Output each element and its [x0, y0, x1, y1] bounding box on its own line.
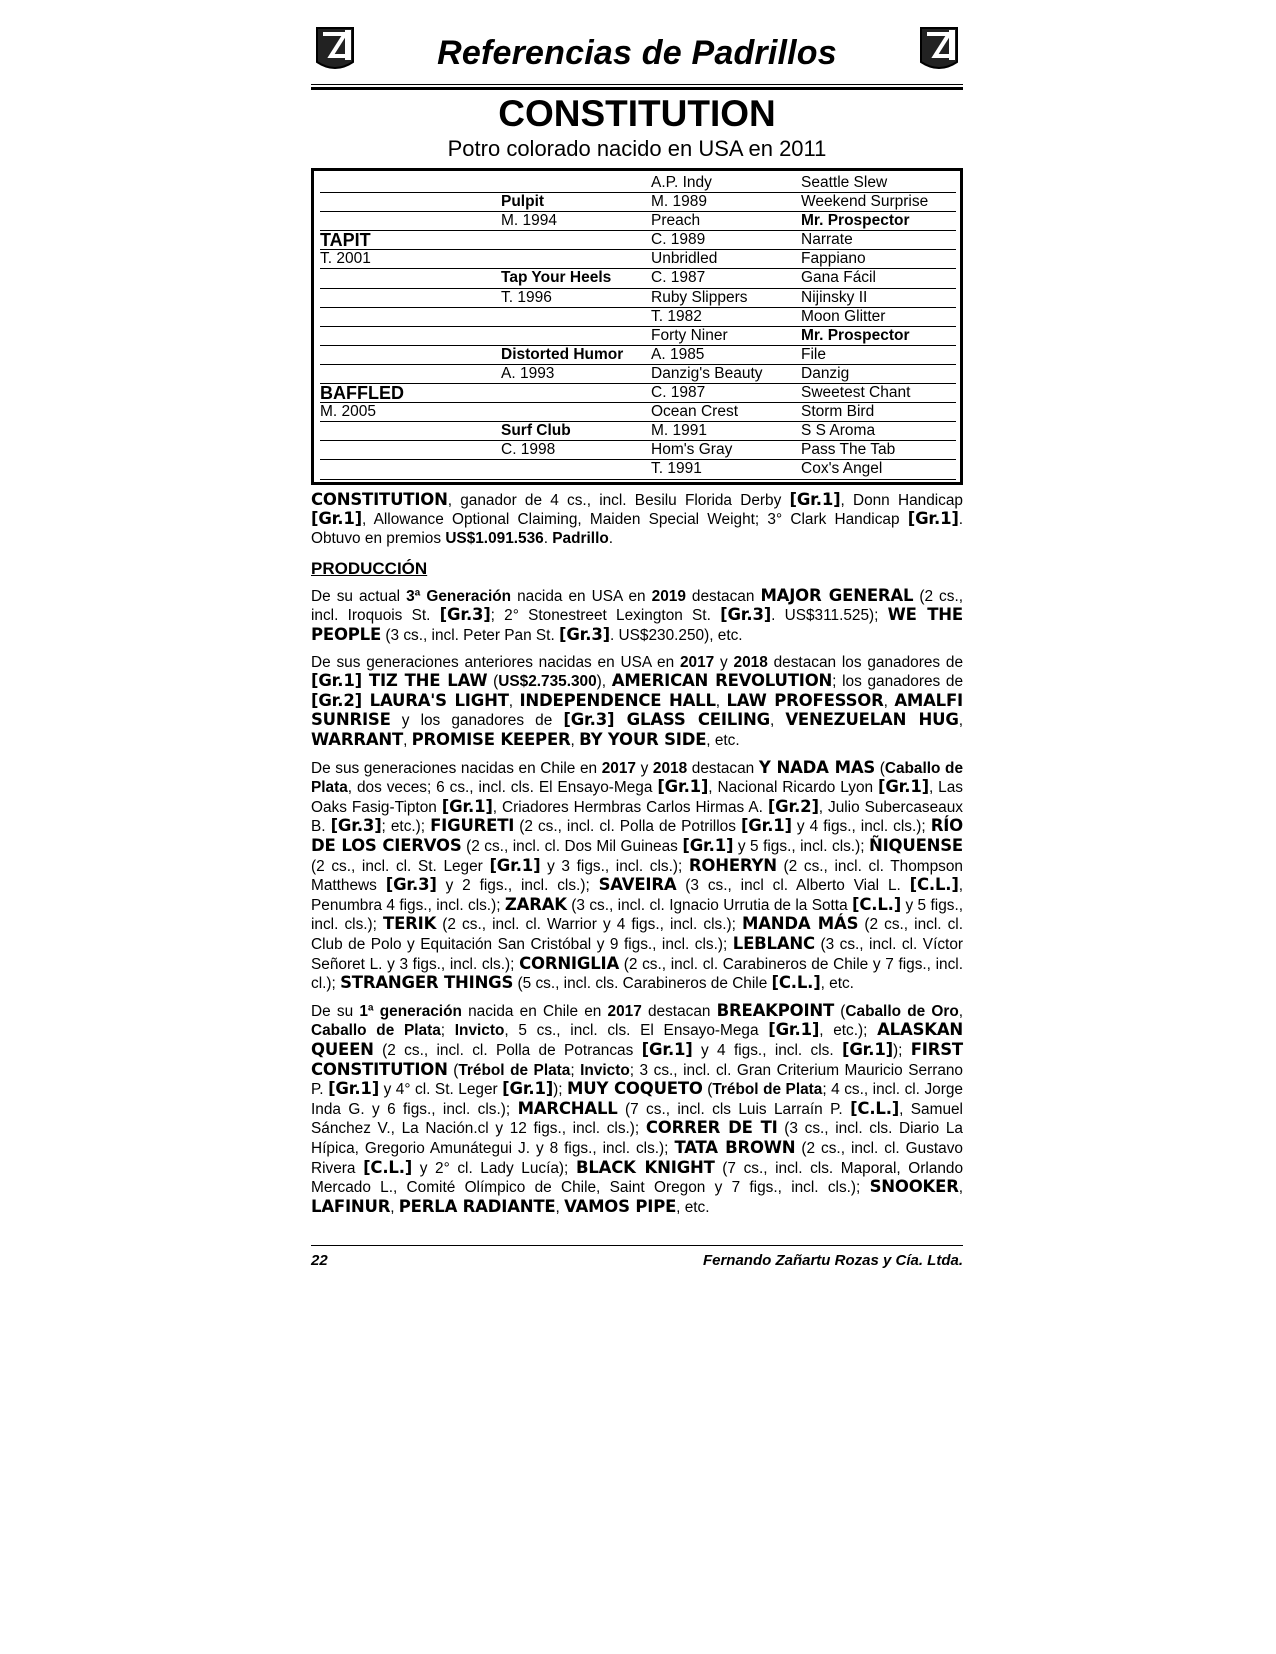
pedigree-cell [320, 346, 501, 365]
production-paragraph: De sus generaciones anteriores nacidas en USA en 2017 y 2018 destacan los ganadores de [Gr.1] TIZ THE LAW (US$2.735.300), AMERICAN REVOLUTION; los ganadores de [Gr.2] LAURA'S LIGHT, INDEPENDENCE HALL, LAW PROFESSOR, AMALFI SUNRISE y los ganadores de [Gr.3] GLASS CEILING, VENEZUELAN HUG, WARRANT, PROMISE KEEPER, BY YOUR SIDE, etc. [311, 653, 964, 750]
pedigree-cell: Cox's Angel [801, 460, 956, 479]
pedigree-cell: M. 1991 [651, 422, 801, 441]
production-paragraph: De su actual 3ª Generación nacida en USA en 2019 destacan MAJOR GENERAL (2 cs., incl. Iroquois St. [Gr.3]; 2° Stonestreet Lexington St. [Gr.3]. US$311.525); WE THE PEOPLE (3 cs., incl. Peter Pan St. [Gr.3]. US$230.250), etc. [311, 585, 963, 645]
body-text [311, 491, 963, 1218]
pedigree-cell: T. 1982 [651, 308, 801, 327]
pedigree-cell: Storm Bird [801, 403, 956, 422]
pedigree-cell: Pulpit [501, 193, 651, 212]
pedigree-cell: M. 1989 [651, 193, 801, 212]
pedigree-cell: Moon Glitter [801, 308, 956, 327]
pedigree-cell: A. 1993 [501, 365, 651, 384]
pedigree-cell: M. 1994 [501, 212, 651, 231]
pedigree-cell: C. 1987 [651, 269, 801, 288]
pedigree-cell: Danzig [801, 365, 956, 384]
pedigree-cell: A. 1985 [651, 346, 801, 365]
pedigree-cell: Tap Your Heels [501, 269, 651, 288]
pedigree-cell: T. 1991 [651, 460, 801, 479]
pedigree-cell: S S Aroma [801, 422, 956, 441]
pedigree-cell [501, 460, 651, 479]
pedigree-row [320, 384, 956, 403]
pedigree-cell: Danzig's Beauty [651, 365, 801, 384]
pedigree-row [320, 212, 956, 231]
pedigree-cell [320, 269, 501, 288]
pedigree-cell: Preach [651, 212, 801, 231]
pedigree-cell [320, 460, 501, 479]
pedigree-row [320, 422, 956, 441]
page [311, 24, 963, 1225]
pedigree-row [320, 327, 956, 346]
pedigree-row [320, 231, 956, 250]
pedigree-cell: Mr. Prospector [801, 327, 956, 346]
section-title: PRODUCCIÓN [311, 559, 428, 579]
pedigree-cell [320, 365, 501, 384]
pedigree-cell: Gana Fácil [801, 269, 956, 288]
pedigree-cell [501, 403, 651, 422]
pedigree-cell [501, 384, 651, 403]
header-title: Referencias de Padrillos [437, 34, 837, 72]
pedigree-cell: A.P. Indy [651, 174, 801, 193]
pedigree-cell: C. 1987 [651, 384, 801, 403]
pedigree-cell: Weekend Surprise [801, 193, 956, 212]
pedigree-cell [320, 441, 501, 460]
pedigree-cell [320, 289, 501, 308]
pedigree-cell: M. 2005 [320, 403, 501, 422]
pedigree-cell: Surf Club [501, 422, 651, 441]
pedigree-row [320, 365, 956, 384]
pedigree-cell [501, 231, 651, 250]
pedigree-cell [501, 174, 651, 193]
pedigree-row [320, 250, 956, 269]
header-divider [311, 84, 963, 90]
pedigree-cell: Pass The Tab [801, 441, 956, 460]
pedigree-cell: Distorted Humor [501, 346, 651, 365]
pedigree-cell: C. 1989 [651, 231, 801, 250]
horse-subtitle: Potro colorado nacido en USA en 2011 [447, 136, 827, 161]
pedigree-cell: Narrate [801, 231, 956, 250]
pedigree-cell: Forty Niner [651, 327, 801, 346]
production-paragraph: De sus generaciones nacidas en Chile en 2017 y 2018 destacan Y NADA MAS (Caballo de Plata, dos veces; 6 cs., incl. cls. El Ensayo-Mega [Gr.1], Nacional Ricardo Lyon [Gr.1], Las Oaks Fasig-Tipton [Gr.1], Criadores Hermbras Carlos Hirmas A. [Gr.2], Julio Subercaseaux B. [Gr.3]; etc.); FIGURETI (2 cs., incl. cl. Polla de Potrillos [Gr.1] y 4 figs., incl. cls.); RÍO DE LOS CIERVOS (2 cs., incl. cl. Dos Mil Guineas [Gr.1] y 5 figs., incl. cls.); ÑIQUENSE (2 cs., incl. cl. St. Leger [Gr.1] y 3 figs., incl. cls.); ROHERYN (2 cs., incl. cl. Thompson Matthews [Gr.3] y 2 figs., incl. cls.); SAVEIRA (3 cs., incl cl. Alberto Vial L. [C.L.], Penumbra 4 figs., incl. cls.); ZARAK (3 cs., incl. cl. Ignacio Urrutia de la Sotta [C.L.] y 5 figs., incl. cls.); TERIK (2 cs., incl. cl. Warrior y 4 figs., incl. cls.); MANDA MÁS (2 cs., incl. cl. Club de Polo y Equitación San Cristóbal y 9 figs., incl. cls.); LEBLANC (3 cs., incl. cl. Víctor Señoret L. y 3 figs., incl. cls.); CORNIGLIA (2 cs., incl. cl. Carabineros de Chile y 7 figs., incl. cl.); STRANGER THINGS (5 cs., incl. cls. Carabineros de Chile [C.L.], etc. [311, 757, 964, 993]
pedigree-row [320, 289, 956, 308]
production-paragraphs [311, 587, 963, 1217]
pedigree-cell: C. 1998 [501, 441, 651, 460]
pedigree-cell: Nijinsky II [801, 289, 956, 308]
pedigree-cell [320, 212, 501, 231]
horse-name-inline: CONSTITUTION [311, 489, 448, 509]
pedigree-row [320, 441, 956, 460]
pedigree-cell [501, 250, 651, 269]
pedigree-row [320, 346, 956, 365]
pedigree-cell [320, 174, 501, 193]
pedigree-cell [320, 308, 501, 327]
pedigree-cell: Ruby Slippers [651, 289, 801, 308]
pedigree-cell [501, 327, 651, 346]
page-number: 22 [311, 1252, 328, 1269]
fz-logo-icon [915, 24, 963, 76]
pedigree-cell: Mr. Prospector [801, 212, 956, 231]
company-name: Fernando Zañartu Rozas y Cía. Ltda. [702, 1252, 963, 1269]
production-paragraph: De su 1ª generación nacida en Chile en 2017 destacan BREAKPOINT (Caballo de Oro, Caballo de Plata; Invicto, 5 cs., incl. cls. El Ensayo-Mega [Gr.1], etc.); ALASKAN QUEEN (2 cs., incl. cl. Polla de Potrancas [Gr.1] y 4 figs., incl. cls. [Gr.1]); FIRST CONSTITUTION (Trébol de Plata; Invicto; 3 cs., incl. cl. Gran Criterium Mauricio Serrano P. [Gr.1] y 4° cl. St. Leger [Gr.1]); MUY COQUETO (Trébol de Plata; 4 cs., incl. cl. Jorge Inda G. y 6 figs., incl. cls.); MARCHALL (7 cs., incl. cls Luis Larraín P. [C.L.], Samuel Sánchez V., La Nación.cl y 12 figs., incl. cls.); CORRER DE TI (3 cs., incl. cls. Diario La Hípica, Gregorio Amunátegui J. y 8 figs., incl. cls.); TATA BROWN (2 cs., incl. cl. Gustavo Rivera [C.L.] y 2° cl. Lady Lucía); BLACK KNIGHT (7 cs., incl. cls. Maporal, Orlando Mercado L., Comité Olímpico de Chile, Saint Oregon y 7 figs., incl. cls.); SNOOKER, LAFINUR, PERLA RADIANTE, VAMOS PIPE, etc. [311, 1000, 964, 1216]
pedigree-cell [501, 308, 651, 327]
pedigree-cell [320, 327, 501, 346]
pedigree-row [320, 308, 956, 327]
pedigree-cell: Ocean Crest [651, 403, 801, 422]
pedigree-row [320, 269, 956, 288]
pedigree-table [311, 168, 963, 485]
pedigree-row [320, 403, 956, 422]
pedigree-cell: Fappiano [801, 250, 956, 269]
pedigree-cell: Sweetest Chant [801, 384, 956, 403]
pedigree-cell: Seattle Slew [801, 174, 956, 193]
pedigree-cell: Hom's Gray [651, 441, 801, 460]
pedigree-cell: Unbridled [651, 250, 801, 269]
pedigree-row [320, 193, 956, 212]
pedigree-cell: BAFFLED [320, 384, 501, 403]
earnings: US$1.091.536 [445, 529, 544, 547]
horse-name: CONSTITUTION [498, 93, 776, 134]
pedigree-row [320, 460, 956, 479]
pedigree-cell: T. 2001 [320, 250, 501, 269]
pedigree-cell: T. 1996 [501, 289, 651, 308]
page-footer [311, 1245, 963, 1269]
pedigree-row [320, 174, 956, 193]
page-header [311, 24, 963, 80]
pedigree-cell: TAPIT [320, 231, 501, 250]
summary-paragraph: CONSTITUTION, ganador de 4 cs., incl. Besilu Florida Derby [Gr.1], Donn Handicap [Gr.1], Allowance Optional Claiming, Maiden Special Weight; 3° Clark Handicap [Gr.1]. Obtuvo en premios US$1.091.536. Padrillo. [311, 489, 963, 547]
pedigree-cell [320, 422, 501, 441]
pedigree-cell [320, 193, 501, 212]
pedigree-cell: File [801, 346, 956, 365]
